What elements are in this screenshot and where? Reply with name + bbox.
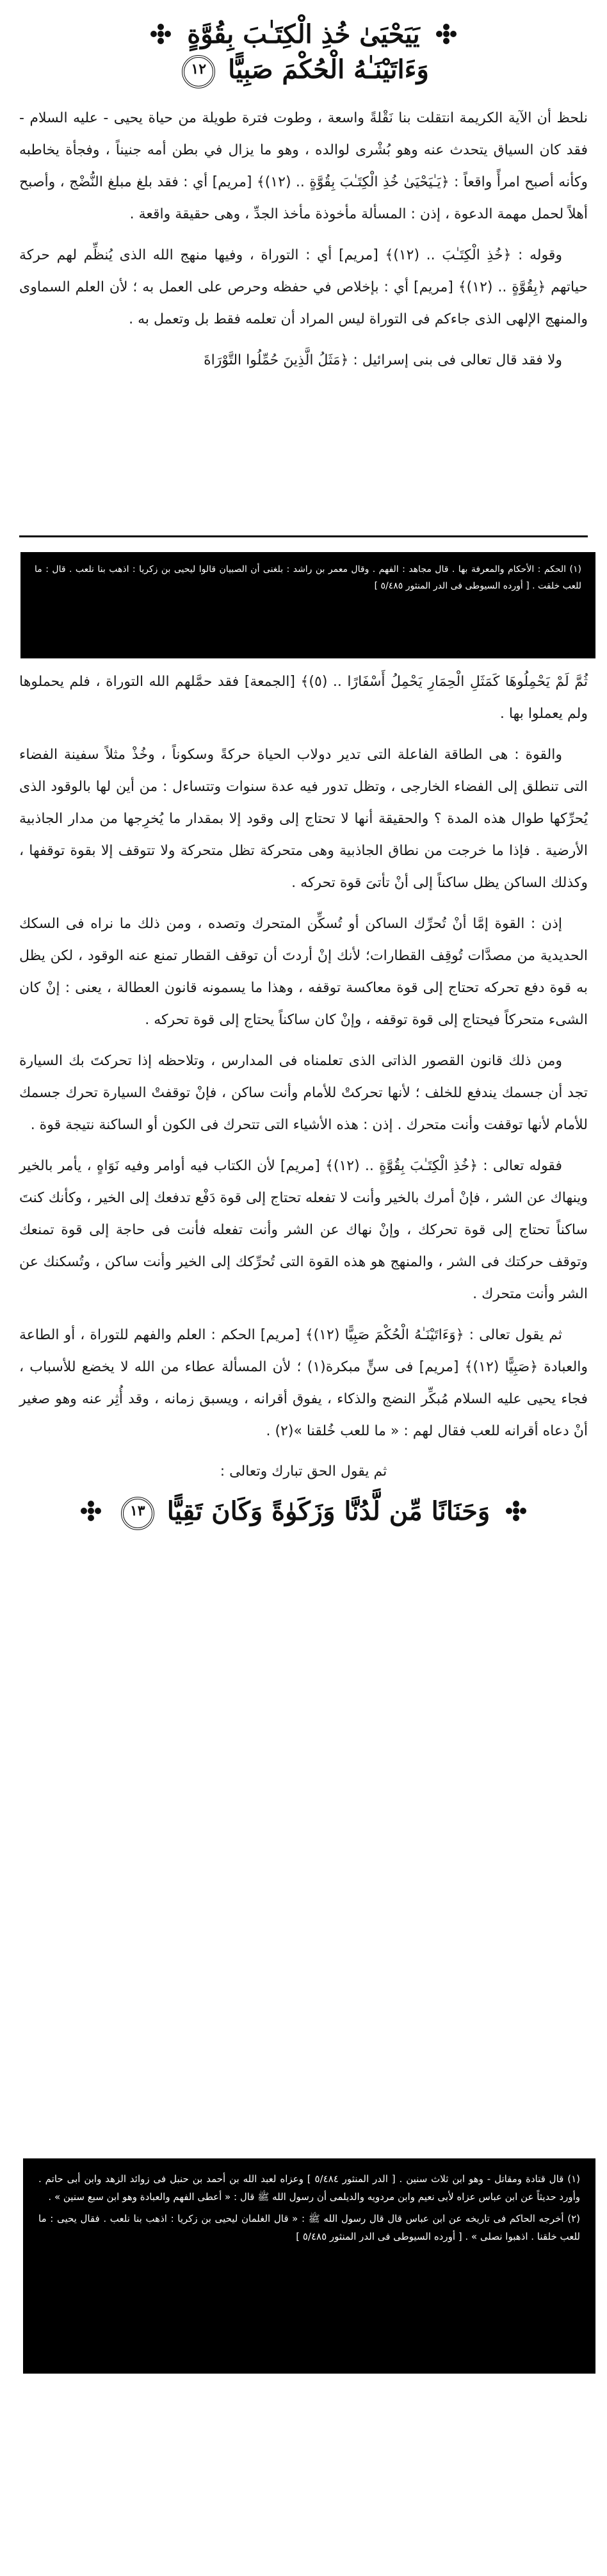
verse-number-badge: ١٢: [182, 55, 215, 88]
verse-heading-text-1: يَيَحْيَىٰ خُذِ الْكِتَـٰبَ بِقُوَّةٍ: [187, 19, 420, 49]
paragraph: إذن : القوة إمَّا أنْ تُحرِّك الساكن أو تُسكِّن المتحرك وتصده ، ومن ذلك ما نراه فى السكك الحديدية من مصدَّات تُوقِف القطارات؛ لأنك إنْ أردتَ أن توقف القطار تمنع عنه الوقود ، لكن يظل به قوة دفع تحركه تحتاج إلى قوة معاكسة توقفه ، وهذا ما يسمونه قانون العطالة ، يعنى : إنْ كان الشىء متحركاً فيحتاج إلى قوة توقفه ، وإنْ كان ساكناً يحتاج إلى قوة تحركه .: [19, 916, 588, 1028]
verse-heading-text-2: وَءَاتَيْنَـٰهُ الْحُكْمَ صَبِيًّا: [228, 54, 429, 85]
page-2: [0, 666, 607, 2062]
verse-heading-line-1: [19, 18, 588, 53]
footnote: (٢) أخرجه الحاكم فى تاريخه عن ابن عباس قال قال رسول الله ﷺ : « قال الغلمان ليحيى بن زكريا : اذهب بنا نلعب . فقال يحيى : ما للعب خلقنا . اذهبوا نصلى » . [ أورده السيوطى فى الدر المنثور ٥/٤٨٥ ]: [38, 2213, 580, 2242]
footnote-separator: [19, 535, 588, 537]
footnote-box: [20, 552, 595, 658]
verse-heading: [19, 18, 588, 88]
paragraph: والقوة : هى الطاقة الفاعلة التى تدير دولاب الحياة حركةً وسكوناً ، وخُذْ مثلاً سفينة الفضاء التى تنطلق إلى الفضاء الخارجى ، وتظل تدور فيه عدة سنوات وتتساءل : من أين لها بالوقود الذى يُحرِّكها طوال هذه المدة ؟ والحقيقة أنها لا تحتاج إلى وقود إلا بمقدار ما يُخرِجها من مدار الجاذبية الأرضية . فإذا ما خرجت من نطاق الجاذبية وهى متحركة تظل متحركة ولا تتوقف إلا بقوة توقفها ، وكذلك الساكن يظل ساكناً إلى أنْ تأتىَ قوة تحركه .: [19, 747, 588, 891]
paragraph: ولا فقد قال تعالى فى بنى إسرائيل : ﴿مَثَلُ الَّذِينَ حُمِّلُوا التَّوْرَاةَ: [204, 352, 562, 368]
paragraph: ومن ذلك قانون القصور الذاتى الذى تعلمناه فى المدارس ، وتلاحظه إذا تحركتَ بك السيارة تجد أن جسمك يندفع للخلف ؛ لأنها تحركتْ للأمام وأنت ساكن ، فإنْ توقفتْ السيارة تحرك جسمك للأمام لأنها توقفت وأنت متحرك . إذن : هذه الأشياء التى تتحرك فى الكون أو الساكنة نتيجة قوة .: [19, 1053, 588, 1133]
page-1-content: [19, 18, 588, 377]
transition-line: ثم يقول الحق تبارك وتعالى :: [220, 1463, 387, 1480]
page-2-content: [19, 666, 588, 1533]
verse-heading-line-2: [19, 53, 588, 88]
paragraph: فقوله تعالى : ﴿خُذِ الْكِتَـٰبَ بِقُوَّةٍ .. (١٢)﴾ [مريم] لأن الكتاب فيه أوامر وفيه نَوَاهٍ ، يأمر بالخير وينهاك عن الشر ، فإنْ أمرك بالخير وأنت لا تفعله تحتاج إلى قوة دَفْع تدفعك إلى الخير ، وكأنك كنتَ ساكناً تحتاج إلى قوة تحركك ، وإنْ نهاك عن الشر وأنت تفعله فأنت فى حاجة إلى قوة تمنعك وتوقف حركتك فى الشر ، والمنهج هو هذه القوة التى تُحرِّكك إلى الخير وأنت ساكن ، وتُسكنك عن الشر وأنت متحرك .: [19, 1158, 588, 1302]
flower-ornament-icon: [435, 20, 457, 53]
paragraph: وقوله : ﴿خُذِ الْكِتَـٰبَ .. (١٢)﴾ [مريم] أي : التوراة ، وفيها منهج الله الذى يُنظِّم لهم حركة حياتهم ﴿بِقُوَّةٍ .. (١٢)﴾ [مريم] أي : بإخلاص في حفظه وحرص على العمل به ؛ لأن العلم السماوى والمنهج الإلهى الذى جاءكم فى التوراة ليس المراد أن تعلمه فقط بل وتعمل به .: [19, 247, 588, 327]
footnote-box: [23, 2158, 595, 2374]
paragraph: ثُمَّ لَمْ يَحْمِلُوهَا كَمَثَلِ الْحِمَارِ يَحْمِلُ أَسْفَارًا .. (٥)﴾ [الجمعة] فقد حمَّلهم الله التوراة ، فلم يحملوها ولم يعملوا بها .: [19, 674, 588, 722]
closing-verse: [19, 1492, 588, 1533]
paragraph: نلحظ أن الآية الكريمة انتقلت بنا نَقْلةً واسعة ، وطوت فترة طويلة من حياة يحيى - عليه السلام - فقد كان السياق يتحدث عنه وهو بُشْرى لوالده ، وهو ما يزال في بطن أمه جنيناً ، وفجأة يخاطبه وكأنه أصبح امرأً واقعاً : ﴿يَـٰيَحْيَىٰ خُذِ الْكِتَـٰبَ بِقُوَّةٍ .. (١٢)﴾ [مريم] أي : فقد بلغ مبلغ النُّضْج ، وأصبح أهلاً لحمل مهمة الدعوة ، إذن : المسألة مأخوذة مأخذ الجدِّ ، وهى حقيقة واقعة .: [19, 110, 588, 222]
footnote: (١) الحكم : الأحكام والمعرفة بها . قال مجاهد : الفهم . وقال معمر بن راشد : بلغنى أن الصبيان قالوا ليحيى بن زكريا : اذهب بنا نلعب . قال : ما للعب خلقت . [ أورده السيوطى فى الدر المنثور ٥/٤٨٥ ]: [35, 564, 581, 591]
paragraph: ثم يقول تعالى : ﴿وَءَاتَيْنَـٰهُ الْحُكْمَ صَبِيًّا (١٢)﴾ [مريم] الحكم : العلم والفهم للتوراة ، أو الطاعة والعبادة ﴿صَبِيًّا (١٢)﴾ [مريم] فى سنٍّ مبكرة(١) ؛ لأن المسألة عطاء من الله لا يخضع للأسباب ، فجاء يحيى عليه السلام مُبكِّر النضج والذكاء ، يفوق أقرانه ، ويسبق زمانه ، وقد أُثِر عنه وهو صغير أنْ دعاه أقرانه للعب فقال لهم : « ما للعب خُلقنا »(٢) .: [19, 1327, 588, 1439]
closing-verse-text: وَحَنَانًا مِّن لَّدُنَّا وَزَكَوٰةً وَكَانَ تَقِيًّا: [166, 1496, 490, 1526]
page-1: [0, 0, 607, 615]
verse-number-badge: ١٣: [121, 1497, 154, 1530]
flower-ornament-icon: [150, 20, 172, 53]
flower-ornament-icon: [80, 1494, 102, 1533]
flower-ornament-icon: [505, 1494, 527, 1533]
footnote: (١) قال قتادة ومقاتل - وهو ابن ثلاث سنين . [ الدر المنثور ٥/٤٨٤ ] وعزاه لعبد الله بن أحمد بن حنبل فى زوائد الزهد وابن أبى حاتم . وأورد حديثاً عن ابن عباس عزاه لأبى نعيم وابن مردويه والديلمى أن رسول الله ﷺ قال : « أعطى الفهم والعبادة وهو ابن سبع سنين » .: [38, 2173, 580, 2203]
